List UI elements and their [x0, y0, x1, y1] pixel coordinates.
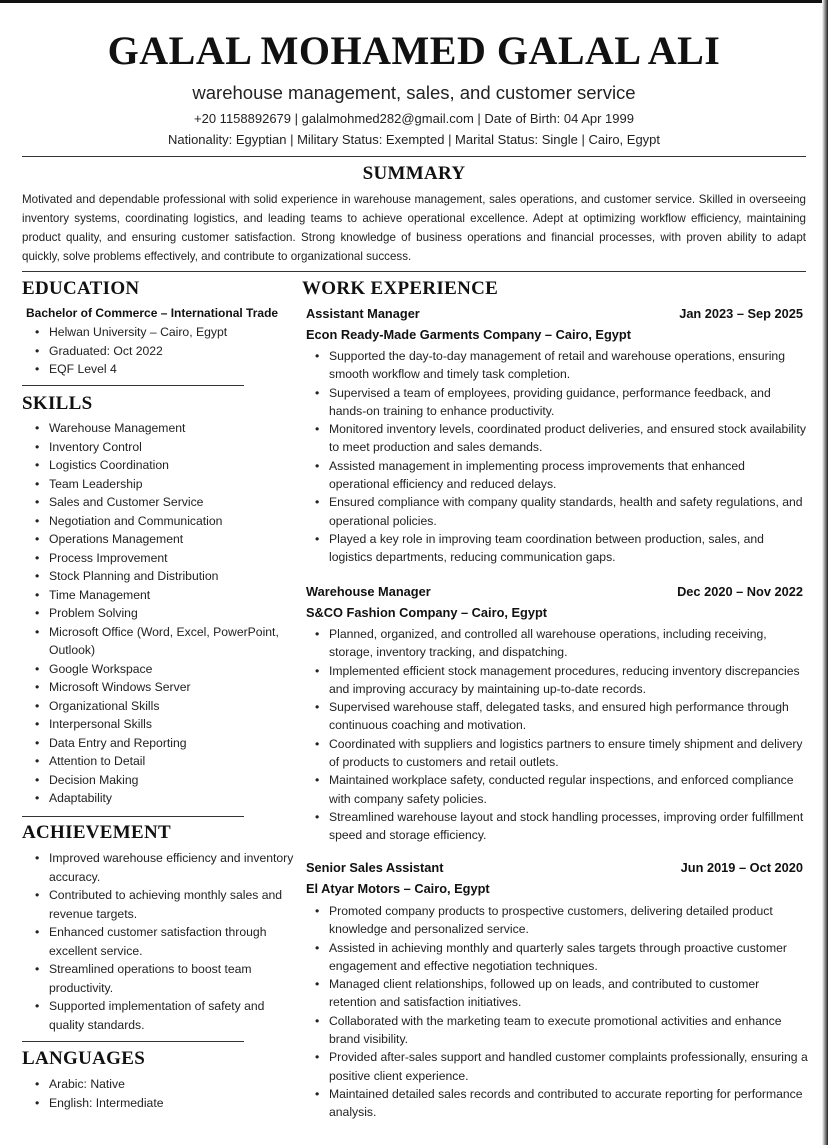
- job-company: Econ Ready-Made Garments Company – Cairo, Egypt: [306, 327, 631, 342]
- list-item: • Ensured compliance with company quality standards, health and safety regulations, and operational policies.: [302, 493, 808, 530]
- skills-divider: [22, 816, 244, 817]
- job-dates: Dec 2020 – Nov 2022: [677, 584, 803, 599]
- summary-heading: SUMMARY: [362, 163, 466, 184]
- list-item: • Enhanced customer satisfaction through excellent service.: [22, 923, 294, 960]
- list-item: • Supervised a team of employees, providing guidance, performance feedback, and hands-on training to enhance productivity.: [302, 384, 808, 421]
- list-item: • EQF Level 4: [22, 360, 292, 379]
- job-company: El Atyar Motors – Cairo, Egypt: [306, 881, 490, 896]
- list-item: • Implemented efficient stock management procedures, reducing inventory discrepancies and improving accuracy by maintaining up-to-date records.: [302, 662, 808, 699]
- list-item: • Maintained workplace safety, conducted regular inspections, and enforced compliance with company safety policies.: [302, 771, 808, 808]
- list-item: • Stock Planning and Distribution: [22, 567, 294, 586]
- languages-heading: LANGUAGES: [22, 1048, 146, 1069]
- languages-list: [22, 1075, 294, 1112]
- list-item: • Supervised warehouse staff, delegated tasks, and ensured high performance through continuous coaching and motivation.: [302, 698, 808, 735]
- list-item: • Supported implementation of safety and quality standards.: [22, 997, 294, 1034]
- list-item: • Adaptability: [22, 789, 294, 808]
- list-item: • Assisted in achieving monthly and quarterly sales targets through proactive customer engagement and effective negotiation techniques.: [302, 939, 808, 976]
- achievement-list: [22, 849, 294, 1034]
- list-item: • Operations Management: [22, 530, 294, 549]
- candidate-name: GALAL MOHAMED GALAL ALI: [107, 28, 721, 73]
- education-heading: EDUCATION: [22, 278, 140, 299]
- summary-text: Motivated and dependable professional with solid experience in warehouse management, sales operations, and customer service. Skilled in overseeing inventory systems, coordinating logistics, and leading teams to achieve operational excellence. Adept at optimizing workflow efficiency, maintaining product quality, and ensuring customer satisfaction. Strong knowledge of business operations and financial processes, with proven ability to adapt quickly, solve problems effectively, and contribute to organizational success.: [22, 193, 806, 263]
- list-item: • Assisted management in implementing process improvements that enhanced operational efficiency and reduced delays.: [302, 457, 808, 494]
- job-title: Assistant Manager: [306, 306, 420, 321]
- list-item: • Played a key role in improving team coordination between production, sales, and logistics departments, reducing communication gaps.: [302, 530, 808, 567]
- list-item: • Warehouse Management: [22, 419, 294, 438]
- list-item: • Arabic: Native: [22, 1075, 294, 1094]
- list-item: • English: Intermediate: [22, 1094, 294, 1113]
- job-title: Warehouse Manager: [306, 584, 431, 599]
- job-bullets: [302, 625, 808, 845]
- list-item: • Microsoft Office (Word, Excel, PowerPoint, Outlook): [22, 623, 294, 660]
- list-item: • Monitored inventory levels, coordinated product deliveries, and ensured stock availability to meet production and sales demands.: [302, 420, 808, 457]
- list-item: • Helwan University – Cairo, Egypt: [22, 323, 292, 342]
- list-item: • Contributed to achieving monthly sales and revenue targets.: [22, 886, 294, 923]
- job-title: Senior Sales Assistant: [306, 860, 444, 875]
- skills-list: [22, 419, 294, 808]
- list-item: • Data Entry and Reporting: [22, 734, 294, 753]
- summary-divider: [22, 271, 806, 272]
- list-item: • Organizational Skills: [22, 697, 294, 716]
- list-item: • Streamlined operations to boost team productivity.: [22, 960, 294, 997]
- skills-heading: SKILLS: [22, 393, 93, 414]
- list-item: • Improved warehouse efficiency and inventory accuracy.: [22, 849, 294, 886]
- list-item: • Maintained detailed sales records and contributed to accurate reporting for performance analysis.: [302, 1085, 808, 1122]
- job-bullets: [302, 347, 808, 567]
- header-divider: [22, 156, 806, 157]
- list-item: • Negotiation and Communication: [22, 512, 294, 531]
- contact-line-2: Nationality: Egyptian | Military Status: Exempted | Marital Status: Single | Cairo, Egypt: [167, 132, 661, 147]
- list-item: • Attention to Detail: [22, 752, 294, 771]
- list-item: • Managed client relationships, followed up on leads, and contributed to customer retention and satisfaction initiatives.: [302, 975, 808, 1012]
- list-item: • Microsoft Windows Server: [22, 678, 294, 697]
- list-item: • Planned, organized, and controlled all warehouse operations, including receiving, storage, inventory tracking, and dispatching.: [302, 625, 808, 662]
- contact-line-1: +20 1158892679 | galalmohmed282@gmail.com | Date of Birth: 04 Apr 1999: [194, 111, 634, 126]
- list-item: • Interpersonal Skills: [22, 715, 294, 734]
- list-item: • Coordinated with suppliers and logistics partners to ensure timely shipment and delivery of products to customers and retail outlets.: [302, 735, 808, 772]
- candidate-tagline: warehouse management, sales, and customer service: [192, 82, 636, 103]
- list-item: • Process Improvement: [22, 549, 294, 568]
- list-item: • Provided after-sales support and handled customer complaints professionally, ensuring a positive client experience.: [302, 1048, 808, 1085]
- list-item: • Supported the day-to-day management of retail and warehouse operations, ensuring smooth workflow and timely task completion.: [302, 347, 808, 384]
- list-item: • Time Management: [22, 586, 294, 605]
- achievement-divider: [22, 1041, 244, 1042]
- list-item: • Graduated: Oct 2022: [22, 342, 292, 361]
- list-item: • Logistics Coordination: [22, 456, 294, 475]
- job-dates: Jun 2019 – Oct 2020: [680, 860, 803, 875]
- achievement-heading: ACHIEVEMENT: [22, 822, 171, 843]
- job-company: S&CO Fashion Company – Cairo, Egypt: [306, 605, 548, 620]
- list-item: • Google Workspace: [22, 660, 294, 679]
- list-item: • Team Leadership: [22, 475, 294, 494]
- list-item: • Inventory Control: [22, 438, 294, 457]
- education-divider: [22, 385, 244, 386]
- list-item: • Collaborated with the marketing team to execute promotional activities and enhance brand visibility.: [302, 1012, 808, 1049]
- page-top-edge: [0, 0, 828, 3]
- list-item: • Problem Solving: [22, 604, 294, 623]
- work-experience-heading: WORK EXPERIENCE: [302, 278, 499, 299]
- education-degree: Bachelor of Commerce – International Trade: [26, 306, 279, 320]
- list-item: • Promoted company products to prospective customers, delivering detailed product knowledge and personalized service.: [302, 902, 808, 939]
- list-item: • Sales and Customer Service: [22, 493, 294, 512]
- list-item: • Decision Making: [22, 771, 294, 790]
- job-dates: Jan 2023 – Sep 2025: [679, 306, 803, 321]
- list-item: • Streamlined warehouse layout and stock handling processes, improving order fulfillment speed and storage efficiency.: [302, 808, 808, 845]
- job-bullets: [302, 902, 808, 1122]
- education-list: [22, 323, 292, 379]
